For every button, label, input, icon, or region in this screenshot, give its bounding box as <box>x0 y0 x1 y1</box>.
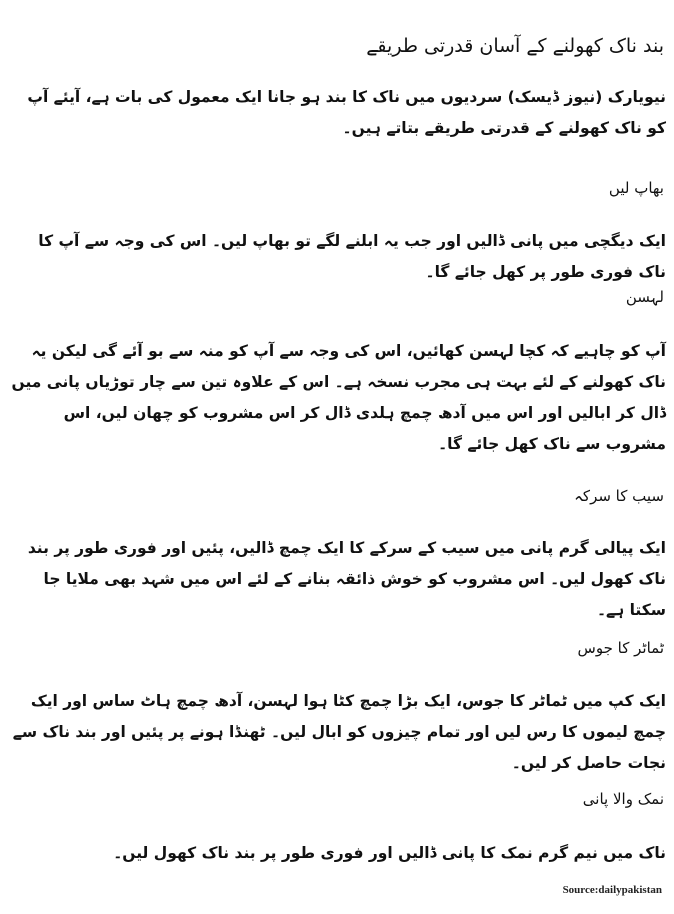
section-heading-salt-water: نمک والا پانی <box>582 790 664 808</box>
article-title: بند ناک کھولنے کے آسان قدرتی طریقے <box>366 35 664 57</box>
section-heading-steam: بھاپ لیں <box>608 179 664 197</box>
section-body-tomato-juice: ایک کپ میں ٹماٹر کا جوس، ایک بڑا چمچ کٹا ہوا لہسن، آدھ چمچ ہاٹ ساس اور ایک چمچ لیموں کا رس لیں اور تمام چیزوں کو ابال لیں۔ ٹھنڈا ہونے پر پئیں اور بند ناک سے نجات حاصل کر لیں۔ <box>12 692 666 772</box>
section-heading-tomato-juice: ٹماٹر کا جوس <box>577 639 664 657</box>
source-credit: Source:dailypakistan <box>562 884 662 896</box>
section-body-apple-vinegar: ایک پیالی گرم پانی میں سیب کے سرکے کا ایک چمچ ڈالیں، پئیں اور فوری طور پر بند ناک کھول لیں۔ اس مشروب کو خوش ذائقہ بنانے کے لئے اس میں شہد بھی ملایا جا سکتا ہے۔ <box>27 539 666 619</box>
section-heading-apple-vinegar: سیب کا سرکہ <box>574 487 664 505</box>
section-body-salt-water: ناک میں نیم گرم نمک کا پانی ڈالیں اور فوری طور پر بند ناک کھول لیں۔ <box>113 844 666 862</box>
article-intro: نیویارک (نیوز ڈیسک) سردیوں میں ناک کا بند ہو جانا ایک معمول کی بات ہے، آیئے آپ کو ناک کھولنے کے قدرتی طریقے بتاتے ہیں۔ <box>27 88 666 137</box>
section-heading-garlic: لہسن <box>625 288 664 306</box>
section-body-garlic: آپ کو چاہیے کہ کچا لہسن کھائیں، اس کی وجہ سے آپ کو منہ سے بو آئے گی لیکن یہ ناک کھولنے کے لئے بہت ہی مجرب نسخہ ہے۔ اس کے علاوہ تین سے چار توڑیاں پانی میں ڈال کر ابالیں اور اس میں آدھ چمچ ہلدی ڈال کر اس مشروب کو چھان لیں، اس مشروب سے ناک کھل جائے گا۔ <box>11 342 666 453</box>
section-body-steam: ایک دیگچی میں پانی ڈالیں اور جب یہ ابلنے لگے تو بھاپ لیں۔ اس کی وجہ سے آپ کا ناک فوری طور پر کھل جائے گا۔ <box>38 232 666 281</box>
